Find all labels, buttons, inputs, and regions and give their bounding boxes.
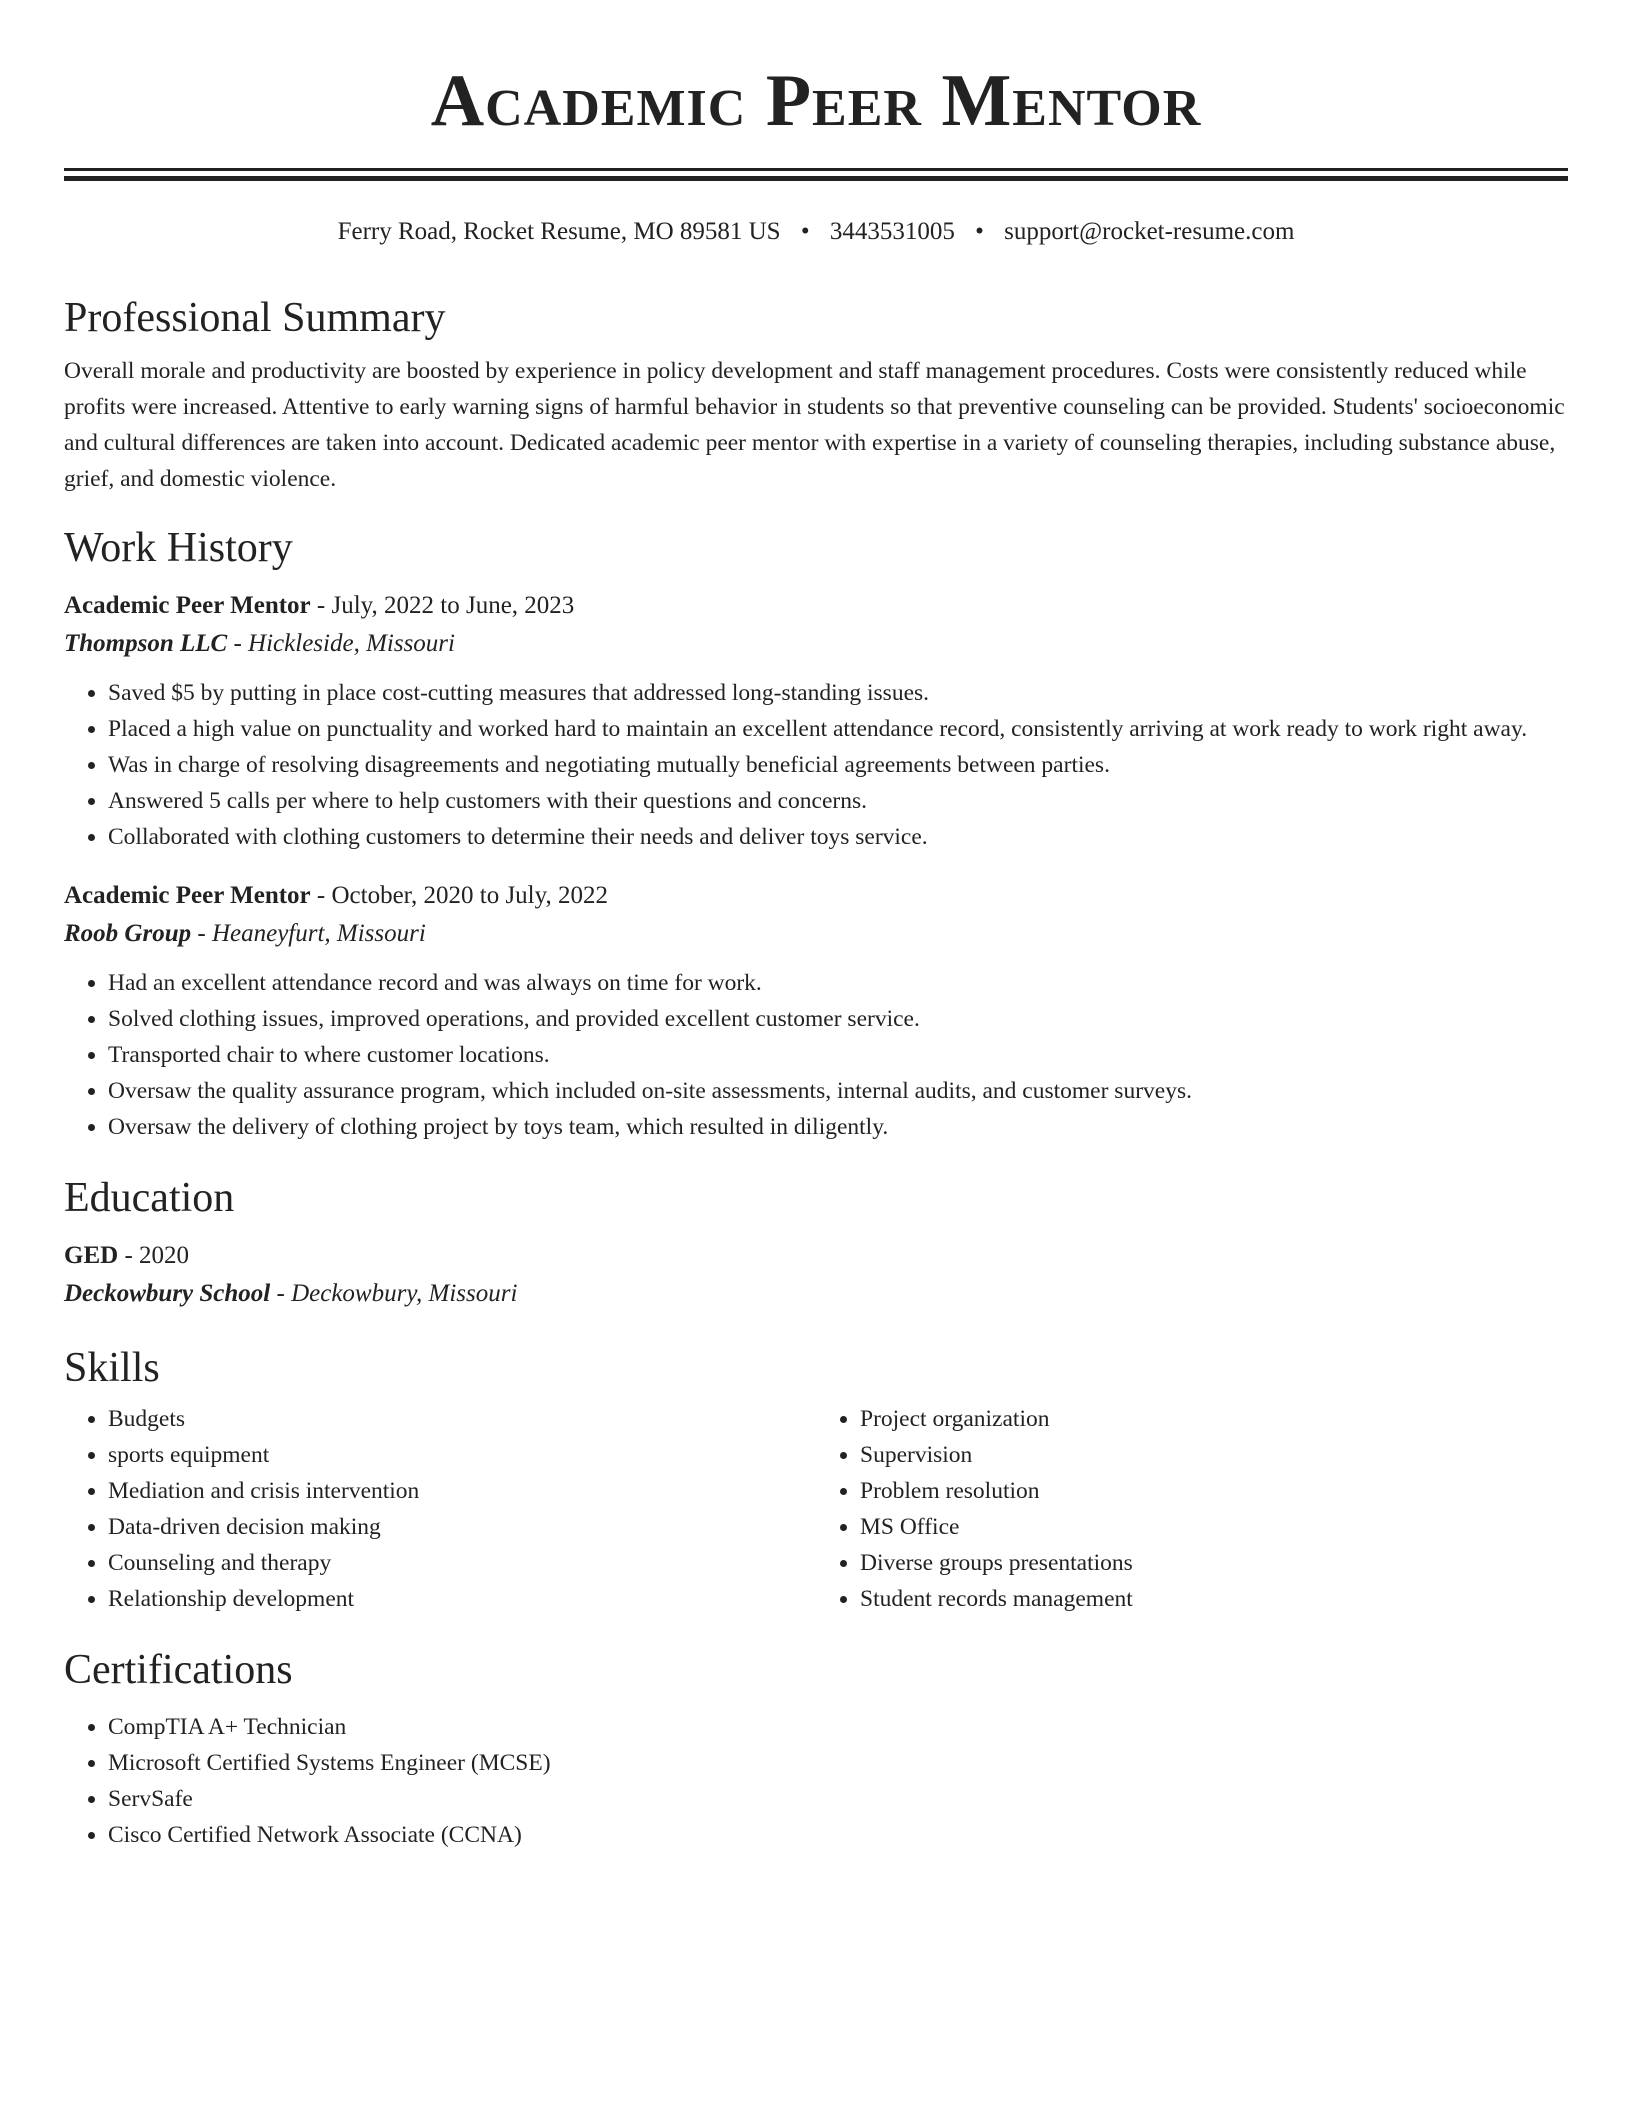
- skill-item: • MS Office: [860, 1509, 1568, 1545]
- job-title-line: [64, 877, 1568, 915]
- skill-item: • Data-driven decision making: [108, 1509, 816, 1545]
- skill-item: • Problem resolution: [860, 1473, 1568, 1509]
- job-bullet: • Was in charge of resolving disagreements and negotiating mutually beneficial agreements between parties.: [108, 747, 1568, 783]
- skill-item: • sports equipment: [108, 1437, 816, 1473]
- education-section: [64, 1173, 1568, 1313]
- skill-item: • Counseling and therapy: [108, 1545, 816, 1581]
- certification-item: • Cisco Certified Network Associate (CCNA): [108, 1817, 1568, 1853]
- header-rule-thick: [64, 176, 1568, 181]
- contact-email: support@rocket-resume.com: [1004, 218, 1295, 245]
- job-bullet: • Solved clothing issues, improved operations, and provided excellent customer service.: [108, 1001, 1568, 1037]
- job-bullet: • Had an excellent attendance record and was always on time for work.: [108, 965, 1568, 1001]
- education-location: - Deckowbury, Missouri: [270, 1280, 518, 1307]
- contact-address: Ferry Road, Rocket Resume, MO 89581 US: [337, 218, 781, 245]
- job-bullet: • Oversaw the quality assurance program, which included on-site assessments, internal audits, and customer surveys.: [108, 1073, 1568, 1109]
- job-bullets: [64, 965, 1568, 1145]
- contact-line: [64, 215, 1568, 249]
- job-company: Thompson LLC: [64, 630, 228, 657]
- education-degree: GED: [64, 1242, 119, 1269]
- certifications-heading: Certifications: [64, 1647, 293, 1693]
- skills-list-left: [64, 1401, 816, 1617]
- skills-columns: [64, 1401, 1568, 1617]
- education-degree-line: [64, 1237, 1568, 1275]
- job-bullet: • Saved $5 by putting in place cost-cutting measures that addressed long-standing issues.: [108, 675, 1568, 711]
- contact-phone: 3443531005: [829, 218, 955, 245]
- job-location: - Hickleside, Missouri: [227, 630, 455, 657]
- job-bullet: • Placed a high value on punctuality and worked hard to maintain an excellent attendance record, consistently arriving at work ready to work right away.: [108, 711, 1568, 747]
- certification-item: • CompTIA A+ Technician: [108, 1709, 1568, 1745]
- job-title-line: [64, 587, 1568, 625]
- certification-item: • ServSafe: [108, 1781, 1568, 1817]
- job-company-line: [64, 625, 1568, 663]
- skill-item: • Budgets: [108, 1401, 816, 1437]
- contact-separator: •: [975, 218, 984, 245]
- job-bullet: • Collaborated with clothing customers to determine their needs and deliver toys service.: [108, 819, 1568, 855]
- education-school: Deckowbury School: [64, 1280, 271, 1307]
- skills-section: [64, 1343, 1568, 1617]
- summary-text: Overall morale and productivity are boosted by experience in policy development and staff management procedures. Costs were consistently reduced while profits were increased. Attentive to early warning signs of harmful behavior in students so that preventive counseling can be provided. Students' socioeconomic and cultural differences are taken into account. Dedicated academic peer mentor with expertise in a variety of counseling therapies, including substance abuse, grief, and domestic violence.: [64, 358, 1565, 492]
- education-heading: Education: [64, 1175, 235, 1221]
- resume-name: Academic Peer Mentor: [430, 60, 1202, 142]
- job-bullets: [64, 675, 1568, 855]
- job-dates: - October, 2020 to July, 2022: [310, 882, 608, 909]
- certification-item: • Microsoft Certified Systems Engineer (MCSE): [108, 1745, 1568, 1781]
- job-title: Academic Peer Mentor: [64, 882, 311, 909]
- job-bullet: • Transported chair to where customer locations.: [108, 1037, 1568, 1073]
- job-company-line: [64, 915, 1568, 953]
- job-company: Roob Group: [64, 920, 192, 947]
- job-entry: [64, 877, 1568, 1145]
- certifications-section: [64, 1645, 1568, 1853]
- certifications-list: [64, 1709, 1568, 1853]
- job-location: - Heaneyfurt, Missouri: [191, 920, 426, 947]
- job-bullet: • Answered 5 calls per where to help customers with their questions and concerns.: [108, 783, 1568, 819]
- summary-heading: Professional Summary: [64, 295, 446, 341]
- education-school-line: [64, 1275, 1568, 1313]
- job-title: Academic Peer Mentor: [64, 592, 311, 619]
- skill-item: • Supervision: [860, 1437, 1568, 1473]
- job-bullet: • Oversaw the delivery of clothing project by toys team, which resulted in diligently.: [108, 1109, 1568, 1145]
- skills-list-right: [816, 1401, 1568, 1617]
- skill-item: • Diverse groups presentations: [860, 1545, 1568, 1581]
- job-entry: [64, 587, 1568, 855]
- job-dates: - July, 2022 to June, 2023: [310, 592, 575, 619]
- work-history-section: [64, 523, 1568, 1145]
- contact-separator: •: [800, 218, 810, 245]
- header-rule-thin: [64, 168, 1568, 171]
- skill-item: • Project organization: [860, 1401, 1568, 1437]
- work-history-heading: Work History: [64, 525, 293, 571]
- education-year: - 2020: [118, 1242, 190, 1269]
- skills-heading: Skills: [64, 1345, 160, 1391]
- summary-section: [64, 293, 1568, 497]
- skill-item: • Student records management: [860, 1581, 1568, 1617]
- skill-item: • Relationship development: [108, 1581, 816, 1617]
- skill-item: • Mediation and crisis intervention: [108, 1473, 816, 1509]
